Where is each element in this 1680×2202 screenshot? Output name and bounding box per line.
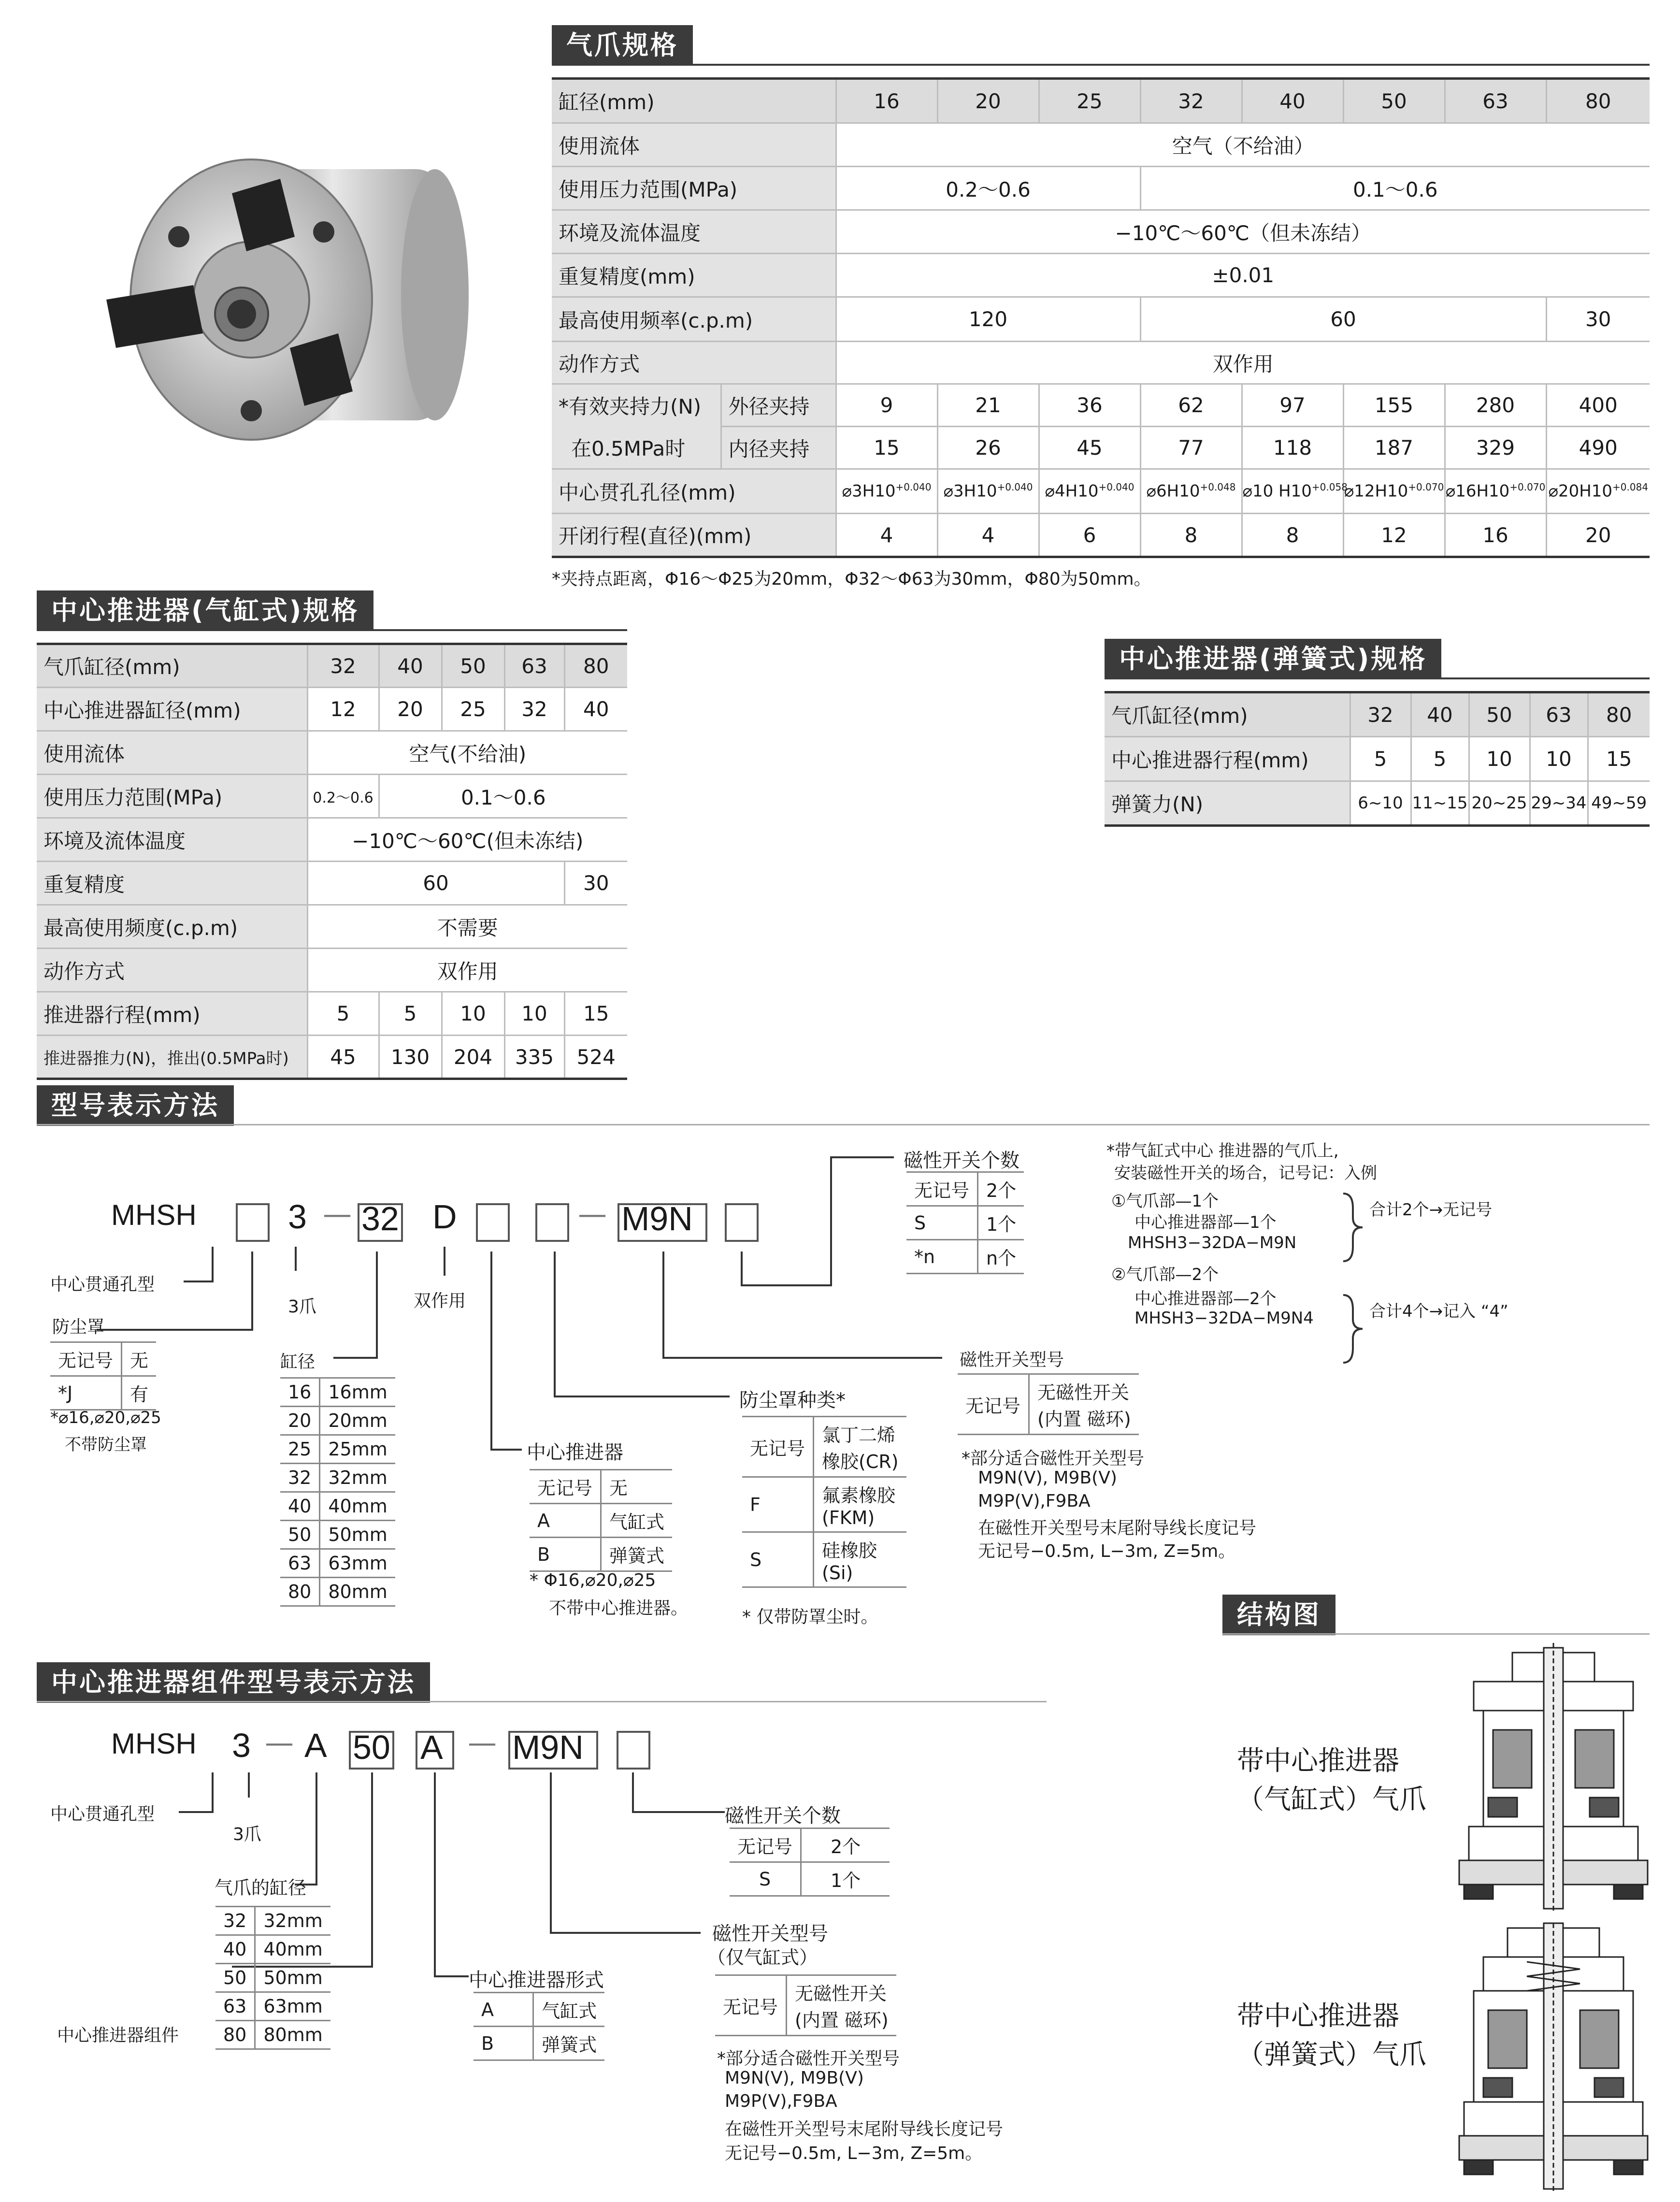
table-cell: 无: [601, 1470, 673, 1504]
pressure-label: 使用压力范围(MPa): [552, 167, 836, 210]
table-cell: S: [730, 1862, 801, 1896]
spring-force-value: 20~25: [1469, 781, 1530, 826]
assy-switch-sub: （仅气缸式）: [707, 1947, 818, 1968]
hole-value: ⌀10 $H10^{+0.058}$: [1242, 469, 1343, 514]
table-cell: 32mm: [255, 1907, 330, 1935]
code-dash: —: [578, 1197, 607, 1231]
freq-value: 不需要: [307, 905, 627, 949]
table-cell: 无记号: [958, 1374, 1029, 1435]
spring-force-label: 弹簧力(N): [1105, 781, 1350, 826]
force-value: 130: [379, 1036, 442, 1079]
code-box-cover: [535, 1203, 569, 1242]
table-cell: 50mm: [255, 1964, 330, 1992]
code-box-pusher: [476, 1203, 510, 1242]
table-cell: 16: [280, 1378, 320, 1407]
table-cell: 63mm: [320, 1549, 395, 1578]
outer-value: 280: [1445, 384, 1546, 427]
table-cell: 无: [122, 1342, 157, 1376]
code-box-count: [725, 1203, 759, 1242]
repeat-label: 重复精度: [37, 862, 307, 905]
bore-cell: 20: [937, 79, 1039, 123]
pressure-value-a: 0.2～0.6: [307, 775, 379, 818]
hole-label: 中心贯孔孔径(mm): [552, 469, 836, 514]
cyl-pusher-spec-title: 中心推进器(气缸式)规格: [37, 590, 373, 631]
assy-form: A: [420, 1728, 443, 1766]
table-cell: 2个: [978, 1172, 1024, 1206]
stroke-label: 中心推进器行程(mm): [1105, 737, 1350, 781]
freq-value-b: 60: [1140, 297, 1546, 342]
table-cell: 40mm: [320, 1492, 395, 1521]
freq-label: 最高使用频度(c.p.m): [37, 905, 307, 949]
freq-value-c: 30: [1546, 297, 1650, 342]
switch-note: M9N(V), M9B(V): [978, 1468, 1117, 1488]
table-cell: *n: [906, 1240, 978, 1274]
table-cell: 40: [280, 1492, 320, 1521]
table-cell: 无记号: [906, 1172, 978, 1206]
inner-value: 187: [1343, 427, 1445, 469]
force-value: 335: [504, 1036, 564, 1079]
stroke-value: 20: [1546, 514, 1650, 557]
gripper-spec-title: 气爪规格: [552, 25, 693, 66]
table-cell: 80: [215, 2021, 255, 2049]
table-cell: 无磁性开关 (内置 磁环): [787, 1975, 896, 2036]
example-note: 中心推进器部—1个: [1134, 1213, 1277, 1232]
assy-count-label: 磁性开关个数: [725, 1805, 841, 1827]
bore-label: 缸径(mm): [552, 79, 836, 123]
structure-cyl-caption: （气缸式）气爪: [1237, 1784, 1426, 1815]
temp-label: 环境及流体温度: [552, 210, 836, 254]
table-cell: 氯丁二烯 橡胶(CR): [814, 1417, 906, 1477]
table-cell: 无记号: [530, 1470, 601, 1504]
assy-switch-label: 磁性开关型号: [712, 1923, 828, 1945]
table-cell: 无记号: [742, 1417, 814, 1477]
pressure-label: 使用压力范围(MPa): [37, 775, 307, 818]
table-cell: 20mm: [320, 1407, 395, 1435]
pusher-model-title-rule: [37, 1701, 1047, 1702]
outer-label: 外径夹持: [721, 384, 836, 427]
table-cell: 40: [215, 1935, 255, 1964]
inner-value: 45: [1039, 427, 1140, 469]
assy-prefix: MHSH: [111, 1727, 197, 1760]
outer-value: 155: [1343, 384, 1445, 427]
action-value: 双作用: [836, 342, 1650, 384]
stroke-value: 16: [1445, 514, 1546, 557]
stroke-value: 10: [1530, 737, 1588, 781]
inner-label: 内径夹持: [721, 427, 836, 469]
bore-cell: 40: [379, 644, 442, 688]
fluid-label: 使用流体: [37, 731, 307, 775]
stroke-value: 5: [307, 992, 379, 1036]
repeat-label: 重复精度(mm): [552, 254, 836, 297]
bore-cell: 32: [1350, 692, 1411, 737]
stroke-value: 4: [937, 514, 1039, 557]
action-value: 双作用: [307, 949, 627, 992]
pusher-note: * Φ16,⌀20,⌀25: [530, 1570, 656, 1590]
assy-label: 中心推进器组件: [57, 2026, 179, 2045]
action-label: 动作方式: [552, 342, 836, 384]
assy-thru-label: 中心贯通孔型: [50, 1804, 155, 1824]
table-cell: 无记号: [715, 1975, 787, 2036]
table-cell: 有: [122, 1376, 157, 1410]
assy-jaw-label: 3爪: [233, 1825, 261, 1844]
bore-size-label: 缸径: [280, 1352, 316, 1372]
inner-value: 490: [1546, 427, 1650, 469]
fluid-label: 使用流体: [552, 123, 836, 167]
model-prefix: MHSH: [111, 1199, 197, 1231]
pusher-note: 不带中心推进器。: [549, 1598, 689, 1618]
bore-cell: 40: [1411, 692, 1469, 737]
table-cell: 气缸式: [533, 1993, 605, 2027]
table-cell: 50: [215, 1964, 255, 1992]
bore-cell: 63: [504, 644, 564, 688]
switch-count-table: [906, 1171, 1024, 1274]
fluid-value: 空气（不给油）: [836, 123, 1650, 167]
inner-value: 15: [836, 427, 937, 469]
table-cell: 气缸式: [601, 1504, 673, 1538]
bore-cell: 80: [1588, 692, 1650, 737]
model-code-title: 型号表示方法: [37, 1085, 234, 1126]
table-cell: 63: [215, 1992, 255, 2021]
model-action: D: [432, 1198, 457, 1236]
assy-switch-note: M9N(V), M9B(V): [725, 2068, 864, 2088]
stroke-value: 10: [504, 992, 564, 1036]
table-cell: 32: [280, 1464, 320, 1492]
table-cell: 63: [280, 1549, 320, 1578]
assy-a: A: [304, 1727, 327, 1764]
table-cell: 80mm: [255, 2021, 330, 2049]
assy-count-table: [730, 1828, 890, 1897]
table-cell: B: [474, 2027, 533, 2060]
switch-note: *部分适合磁性开关型号: [962, 1449, 1145, 1468]
assy-form-label: 中心推进器形式: [469, 1969, 604, 1991]
table-cell: n个: [978, 1240, 1024, 1274]
assy-switch-table: [715, 1974, 896, 2036]
freq-value-a: 120: [836, 297, 1140, 342]
assy-switch: M9N: [512, 1728, 584, 1766]
table-cell: 弹簧式: [533, 2027, 605, 2060]
bore-cell: 50: [442, 644, 504, 688]
table-cell: A: [530, 1504, 601, 1538]
outer-value: 400: [1546, 384, 1650, 427]
code-box-dust: [236, 1203, 270, 1242]
structure-spring-caption: 带中心推进器: [1237, 2001, 1399, 2032]
bore-cell: 63: [1445, 79, 1546, 123]
bore-label: 气爪缸径(mm): [37, 644, 307, 688]
force-label: 推进器推力(N)，推出(0.5MPa时): [37, 1036, 307, 1079]
assy-bore-table: [215, 1906, 330, 2050]
pressure-value-a: 0.2～0.6: [836, 167, 1140, 210]
stroke-value: 15: [1588, 737, 1650, 781]
switch-model-table: [958, 1373, 1139, 1435]
table-cell: S: [742, 1532, 814, 1587]
thru-type-label: 中心贯通孔型: [50, 1275, 155, 1295]
table-cell: 40mm: [255, 1935, 330, 1964]
brace-note: 合计4个→记入 “4”: [1369, 1302, 1508, 1321]
table-cell: 25: [280, 1435, 320, 1464]
table-cell: 50mm: [320, 1521, 395, 1549]
model-switch: M9N: [621, 1200, 693, 1238]
stroke-value: 8: [1140, 514, 1242, 557]
hole-value: $⌀6H10^{+0.048}$: [1140, 469, 1242, 514]
pusher-table: [530, 1469, 672, 1572]
table-cell: 50: [280, 1521, 320, 1549]
switch-note: 在磁性开关型号末尾附导线长度记号: [978, 1518, 1257, 1538]
force-label: *有效夹持力(N): [552, 384, 721, 427]
assy-bore: 50: [353, 1728, 390, 1766]
pusher-bore-label: 中心推进器缸径(mm): [37, 688, 307, 731]
table-cell: 1个: [978, 1206, 1024, 1240]
model-jaws: 3: [288, 1198, 307, 1236]
code-dash: —: [323, 1197, 352, 1231]
bore-cell: 32: [1140, 79, 1242, 123]
table-cell: 弹簧式: [601, 1538, 673, 1571]
bore-cell: 63: [1530, 692, 1588, 737]
inner-value: 26: [937, 427, 1039, 469]
bore-cell: 80: [564, 644, 627, 688]
example-note: 安装磁性开关的场合，记号记：入例: [1114, 1164, 1377, 1183]
cover-note: * 仅带防罩尘时。: [742, 1607, 878, 1627]
structure-cyl-caption: 带中心推进器: [1237, 1745, 1399, 1777]
stroke-value: 5: [1411, 737, 1469, 781]
bore-cell: 32: [307, 644, 379, 688]
pusher-bore-cell: 20: [379, 688, 442, 731]
structure-spring-caption: （弹簧式）气爪: [1237, 2039, 1426, 2071]
structure-title-rule: [1222, 1633, 1650, 1635]
code-dash: —: [265, 1726, 294, 1760]
code-box-count: [617, 1731, 650, 1770]
inner-value: 77: [1140, 427, 1242, 469]
table-cell: *J: [50, 1376, 122, 1410]
pusher-bore-cell: 25: [442, 688, 504, 731]
dust-note: *⌀16,⌀20,⌀25: [50, 1408, 161, 1427]
repeat-value-a: 60: [307, 862, 564, 905]
stroke-value: 12: [1343, 514, 1445, 557]
stroke-value: 10: [1469, 737, 1530, 781]
spring-force-value: 11~15: [1411, 781, 1469, 826]
pressure-value-b: 0.1～0.6: [379, 775, 627, 818]
table-cell: 80: [280, 1578, 320, 1606]
bore-cell: 80: [1546, 79, 1650, 123]
inner-value: 329: [1445, 427, 1546, 469]
bore-cell: 50: [1343, 79, 1445, 123]
stroke-value: 8: [1242, 514, 1343, 557]
example-note: MHSH3−32DA−M9N4: [1134, 1309, 1314, 1328]
outer-value: 62: [1140, 384, 1242, 427]
assy-switch-note: 在磁性开关型号末尾附导线长度记号: [725, 2119, 1004, 2139]
action-label: 动作方式: [37, 949, 307, 992]
freq-label: 最高使用频率(c.p.m): [552, 297, 836, 342]
force-value: 524: [564, 1036, 627, 1079]
assy-switch-note: *部分适合磁性开关型号: [717, 2049, 900, 2069]
pusher-label: 中心推进器: [527, 1441, 623, 1464]
stroke-value: 4: [836, 514, 937, 557]
bore-size-table: [280, 1377, 395, 1607]
assy-switch-note: 无记号−0.5m, L−3m, Z=5m。: [725, 2144, 983, 2163]
table-cell: 32: [215, 1907, 255, 1935]
dust-cover-label: 防尘罩: [52, 1317, 105, 1337]
model-bore: 32: [361, 1200, 399, 1238]
outer-value: 9: [836, 384, 937, 427]
spring-force-value: 6~10: [1350, 781, 1411, 826]
table-cell: 32mm: [320, 1464, 395, 1492]
bore-cell: 40: [1242, 79, 1343, 123]
table-cell: 1个: [801, 1862, 890, 1896]
structure-title: 结构图: [1222, 1595, 1335, 1635]
outer-value: 97: [1242, 384, 1343, 427]
cover-type-label: 防尘罩种类*: [739, 1389, 846, 1411]
dust-cover-table: [50, 1341, 156, 1410]
table-cell: B: [530, 1538, 601, 1571]
switch-note: M9P(V),F9BA: [978, 1491, 1091, 1511]
switch-note: 无记号−0.5m, L−3m, Z=5m。: [978, 1541, 1236, 1561]
table-cell: S: [906, 1206, 978, 1240]
hole-value: $⌀4H10^{+0.040}$: [1039, 469, 1140, 514]
spring-force-value: 49~59: [1588, 781, 1650, 826]
structure-drawing-cylinder: [1454, 1643, 1652, 1914]
temp-value: −10℃～60℃(但未冻结): [307, 818, 627, 862]
gripper-spec-note: *夹持点距离，Φ16～Φ25为20mm，Φ32～Φ63为30mm，Φ80为50mm。: [552, 569, 1151, 589]
cover-type-table: [742, 1416, 906, 1588]
pressure-value-b: 0.1～0.6: [1140, 167, 1650, 210]
table-cell: 20: [280, 1407, 320, 1435]
bore-cell: 25: [1039, 79, 1140, 123]
stroke-value: 15: [564, 992, 627, 1036]
table-cell: 无磁性开关 (内置 磁环): [1029, 1374, 1139, 1435]
spring-force-value: 29~34: [1530, 781, 1588, 826]
table-cell: 氟素橡胶 (FKM): [814, 1477, 906, 1532]
table-cell: 无记号: [730, 1828, 801, 1862]
hole-value: $⌀3H10^{+0.040}$: [836, 469, 937, 514]
temp-value: −10℃～60℃（但未冻结）: [836, 210, 1650, 254]
force-value: 45: [307, 1036, 379, 1079]
brace-note: 合计2个→无记号: [1369, 1200, 1493, 1220]
repeat-value: ±0.01: [836, 254, 1650, 297]
force-value: 204: [442, 1036, 504, 1079]
hole-value: $⌀16H10^{+0.070}$: [1445, 469, 1546, 514]
pusher-bore-cell: 12: [307, 688, 379, 731]
assy-jaws: 3: [232, 1727, 251, 1764]
stroke-value: 5: [1350, 737, 1411, 781]
repeat-value-b: 30: [564, 862, 627, 905]
table-cell: 2个: [801, 1828, 890, 1862]
stroke-value: 10: [442, 992, 504, 1036]
structure-drawing-spring: [1454, 1923, 1652, 2194]
hole-value: $⌀12H10^{+0.070}$: [1343, 469, 1445, 514]
hole-value: $⌀3H10^{+0.040}$: [937, 469, 1039, 514]
jaw-label: 3爪: [288, 1297, 316, 1317]
stroke-value: 6: [1039, 514, 1140, 557]
temp-label: 环境及流体温度: [37, 818, 307, 862]
table-cell: 无记号: [50, 1342, 122, 1376]
inner-value: 118: [1242, 427, 1343, 469]
pusher-bore-cell: 40: [564, 688, 627, 731]
hole-value: $⌀20H10^{+0.084}$: [1546, 469, 1650, 514]
table-cell: 80mm: [320, 1578, 395, 1606]
stroke-label: 推进器行程(mm): [37, 992, 307, 1036]
bore-cell: 16: [836, 79, 937, 123]
assy-form-table: [474, 1992, 604, 2061]
code-dash: —: [468, 1726, 497, 1760]
fluid-value: 空气(不给油): [307, 731, 627, 775]
stroke-label: 开闭行程(直径)(mm): [552, 514, 836, 557]
dust-note: 不带防尘罩: [65, 1435, 147, 1454]
example-note: ②气爪部—2个: [1111, 1265, 1219, 1284]
table-cell: A: [474, 1993, 533, 2027]
action-label: 双作用: [414, 1291, 466, 1311]
example-note: MHSH3−32DA−M9N: [1128, 1233, 1297, 1252]
switch-count-label: 磁性开关个数: [904, 1150, 1019, 1172]
table-cell: 硅橡胶 (Si): [814, 1532, 906, 1587]
spring-pusher-spec-title: 中心推进器(弹簧式)规格: [1105, 639, 1441, 679]
stroke-value: 5: [379, 992, 442, 1036]
outer-value: 36: [1039, 384, 1140, 427]
assy-bore-label: 气爪的缸径: [215, 1877, 307, 1899]
example-note: ①气爪部—1个: [1111, 1192, 1219, 1211]
table-cell: 63mm: [255, 1992, 330, 2021]
pusher-model-title: 中心推进器组件型号表示方法: [37, 1662, 430, 1703]
example-note: 中心推进器部—2个: [1134, 1289, 1277, 1309]
assy-switch-note: M9P(V),F9BA: [725, 2091, 837, 2111]
switch-model-label: 磁性开关型号: [960, 1350, 1064, 1370]
table-cell: 25mm: [320, 1435, 395, 1464]
bore-cell: 50: [1469, 692, 1530, 737]
table-cell: F: [742, 1477, 814, 1532]
bore-label: 气爪缸径(mm): [1105, 692, 1350, 737]
example-note: *带气缸式中心 推进器的气爪上,: [1106, 1141, 1339, 1161]
force-sub-label: 在0.5MPa时: [552, 427, 721, 469]
table-cell: 16mm: [320, 1378, 395, 1407]
pusher-bore-cell: 32: [504, 688, 564, 731]
outer-value: 21: [937, 384, 1039, 427]
